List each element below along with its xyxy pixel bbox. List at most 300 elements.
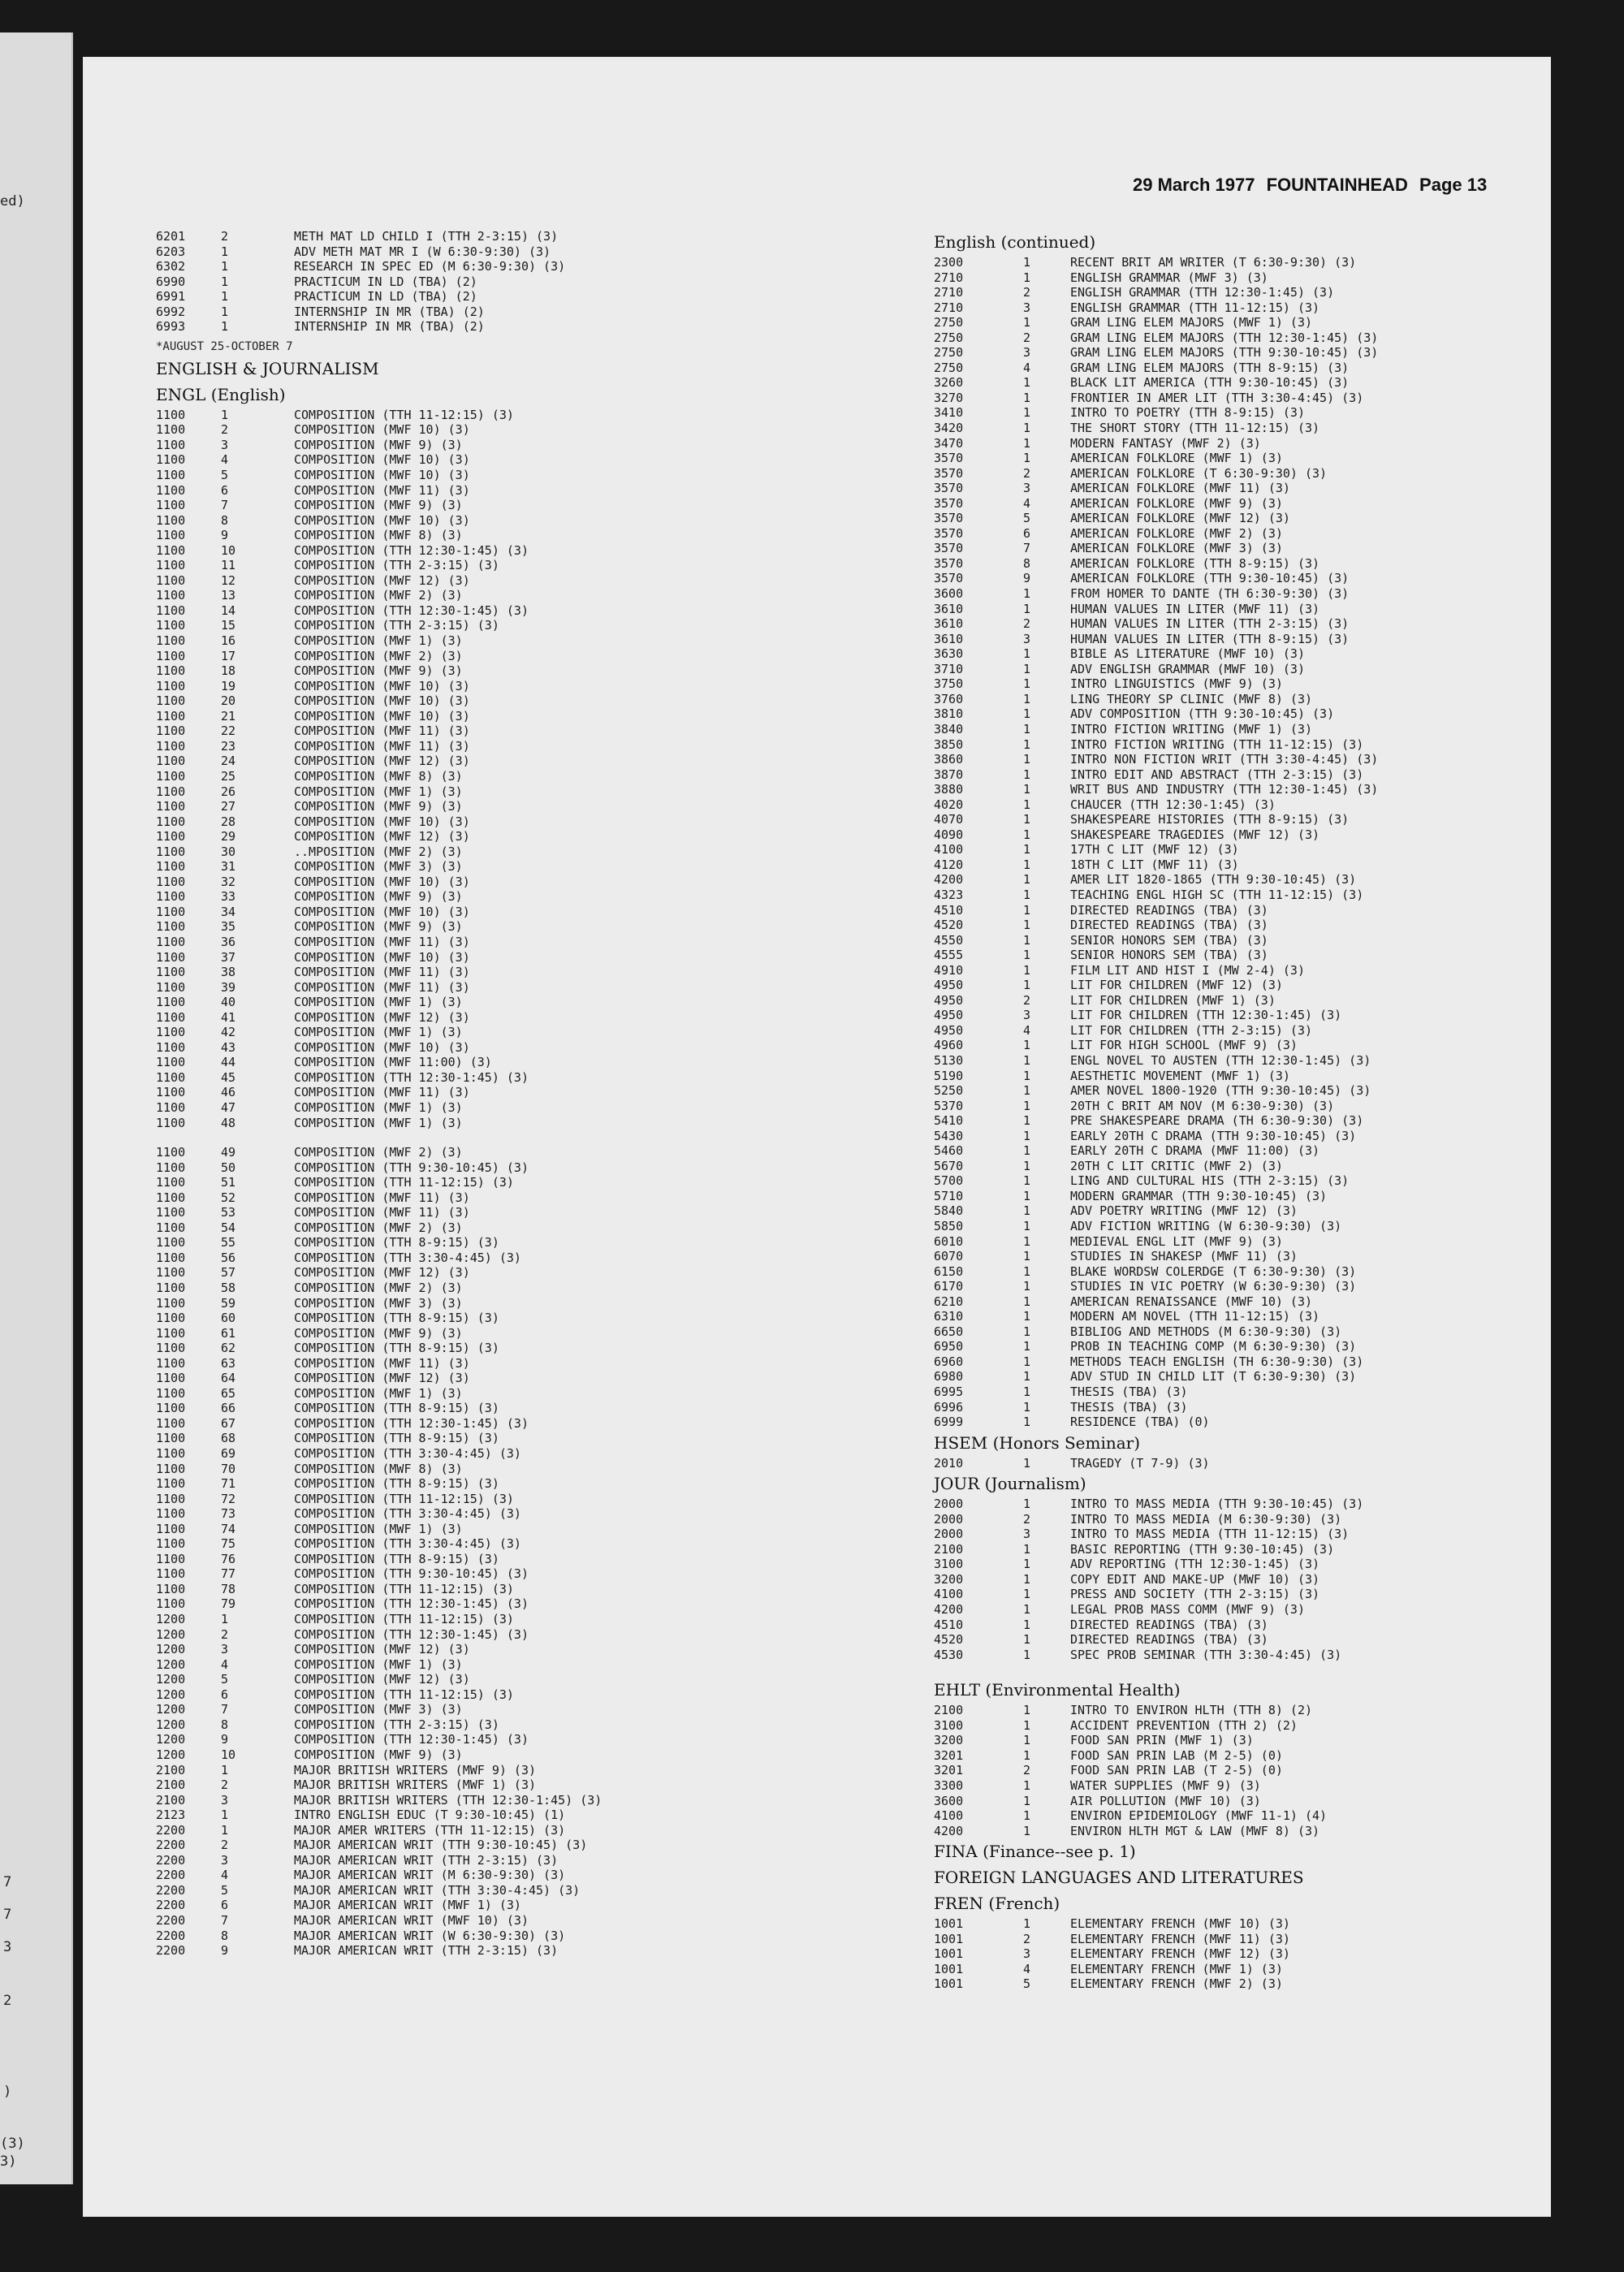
- course-number: 4520: [934, 1632, 964, 1648]
- course-row: [934, 812, 1551, 827]
- course-title: INTERNSHIP IN MR (TBA) (2): [294, 304, 485, 319]
- course-title: COMPOSITION (TTH 2-3:15) (3): [294, 558, 499, 573]
- course-number: 1100: [156, 1431, 186, 1446]
- course-row: [156, 513, 870, 529]
- course-title: MAJOR AMERICAN WRIT (TTH 3:30-4:45) (3): [294, 1882, 581, 1898]
- course-number: 4100: [934, 842, 964, 857]
- course-number: 4070: [934, 812, 964, 827]
- section-number: 9: [221, 1732, 229, 1747]
- margin-fragment: 7: [3, 1874, 12, 1890]
- course-number: 1100: [156, 663, 186, 679]
- course-number: 1100: [156, 1205, 186, 1220]
- course-title: TRAGEDY (T 7-9) (3): [1070, 1455, 1210, 1471]
- left-column: [156, 229, 870, 1959]
- course-number: 1100: [156, 588, 186, 603]
- section-number: 1: [1023, 1068, 1031, 1083]
- section-number: 1: [1023, 646, 1031, 662]
- course-row: [156, 1627, 870, 1643]
- course-title: CHAUCER (TTH 12:30-1:45) (3): [1070, 797, 1276, 812]
- course-row: [156, 1943, 870, 1959]
- course-row: [934, 782, 1551, 797]
- course-title: LEGAL PROB MASS COMM (MWF 9) (3): [1070, 1602, 1305, 1618]
- section-number: 40: [221, 995, 236, 1010]
- course-number: 2750: [934, 345, 964, 361]
- course-row: [934, 1748, 1551, 1764]
- section-number: 2: [221, 229, 229, 244]
- course-row: [934, 1415, 1551, 1430]
- section-number: 3: [221, 1642, 229, 1657]
- section-number: 1: [1023, 1587, 1031, 1602]
- course-row: [156, 919, 870, 935]
- course-row: [156, 1883, 870, 1898]
- margin-fragment: (3): [0, 2136, 25, 2152]
- course-row: [934, 1703, 1551, 1718]
- course-number: 5840: [934, 1203, 964, 1219]
- course-row: [934, 888, 1551, 903]
- course-row: [156, 1220, 870, 1236]
- course-number: 6980: [934, 1369, 964, 1384]
- section-number: 1: [1023, 451, 1031, 466]
- course-number: 3610: [934, 631, 964, 646]
- section-number: 1: [1023, 1793, 1031, 1808]
- course-row: [934, 1173, 1551, 1189]
- section-number: 44: [221, 1055, 236, 1070]
- section-number: 1: [1023, 1384, 1031, 1400]
- course-number: 3570: [934, 525, 964, 541]
- course-row: [156, 1838, 870, 1853]
- course-number: 5370: [934, 1098, 964, 1113]
- course-row: [156, 1040, 870, 1056]
- course-row: [156, 935, 870, 950]
- course-number: 1100: [156, 633, 186, 649]
- course-number: 2750: [934, 315, 964, 330]
- section-number: 75: [221, 1536, 236, 1552]
- course-row: [934, 1069, 1551, 1084]
- section-number: 1: [1023, 1083, 1031, 1099]
- course-number: 1100: [156, 407, 186, 422]
- course-number: 6210: [934, 1294, 964, 1309]
- course-title: GRAM LING ELEM MAJORS (MWF 1) (3): [1070, 315, 1313, 330]
- course-title: COMPOSITION (TTH 11-12:15) (3): [294, 1687, 514, 1702]
- course-number: 1100: [156, 1311, 186, 1326]
- course-title: WATER SUPPLIES (MWF 9) (3): [1070, 1777, 1261, 1793]
- section-number: 7: [221, 1912, 229, 1928]
- course-number: 1100: [156, 1085, 186, 1100]
- section-number: 1: [1023, 390, 1031, 405]
- section-number: 1: [1023, 1173, 1031, 1189]
- section-number: 1: [1023, 721, 1031, 736]
- section-number: 56: [221, 1250, 236, 1265]
- course-row: [156, 1657, 870, 1673]
- course-number: 1100: [156, 874, 186, 889]
- course-title: METH MAT LD CHILD I (TTH 2-3:15) (3): [294, 229, 559, 244]
- course-row: [156, 1010, 870, 1026]
- course-number: 3570: [934, 481, 964, 496]
- section-number: 3: [1023, 1527, 1031, 1542]
- course-number: 1100: [156, 859, 186, 875]
- course-title: COMPOSITION (TTH 3:30-4:45) (3): [294, 1506, 521, 1522]
- section-number: 1: [1023, 1369, 1031, 1384]
- course-number: 2010: [934, 1455, 964, 1471]
- course-title: COMPOSITION (MWF 12) (3): [294, 1371, 470, 1386]
- course-title: COMPOSITION (MWF 2) (3): [294, 1220, 463, 1235]
- course-row: [934, 1456, 1551, 1471]
- section-number: 1: [1023, 1602, 1031, 1618]
- section-number: 17: [221, 648, 236, 663]
- course-row: [156, 1446, 870, 1462]
- course-title: ENGLISH GRAMMAR (TTH 12:30-1:45) (3): [1070, 285, 1335, 300]
- course-row: [934, 903, 1551, 918]
- section-number: 1: [1023, 661, 1031, 676]
- course-number: 2000: [934, 1497, 964, 1512]
- section-number: 1: [221, 274, 229, 289]
- course-row: [156, 1341, 870, 1356]
- course-number: 1100: [156, 1461, 186, 1476]
- course-row: [934, 1527, 1551, 1542]
- course-number: 6302: [156, 259, 186, 274]
- course-title: COMPOSITION (MWF 9) (3): [294, 1325, 463, 1341]
- course-number: 1100: [156, 1115, 186, 1130]
- course-number: 2100: [934, 1541, 964, 1557]
- section-heading: FREN (French): [934, 1894, 1060, 1914]
- course-row: [934, 1143, 1551, 1159]
- section-number: 34: [221, 904, 236, 919]
- section-number: 38: [221, 965, 236, 980]
- section-number: 1: [1023, 827, 1031, 842]
- course-row: [156, 1100, 870, 1116]
- course-number: 1100: [156, 844, 186, 859]
- course-number: 4090: [934, 827, 964, 842]
- course-number: 1100: [156, 1371, 186, 1386]
- course-number: 1100: [156, 979, 186, 995]
- course-number: 1100: [156, 572, 186, 588]
- section-number: 2: [1023, 465, 1031, 481]
- section-number: 4: [221, 1656, 229, 1672]
- course-number: 1100: [156, 678, 186, 693]
- course-number: 3570: [934, 571, 964, 586]
- course-number: 1100: [156, 422, 186, 438]
- section-number: 1: [1023, 1415, 1031, 1430]
- section-number: 42: [221, 1025, 236, 1040]
- course-row: [934, 692, 1551, 707]
- section-number: 66: [221, 1401, 236, 1416]
- section-number: 1: [1023, 1279, 1031, 1294]
- course-title: COMPOSITION (MWF 3) (3): [294, 1702, 463, 1717]
- course-title: COMPOSITION (MWF 2) (3): [294, 648, 463, 663]
- course-row: [156, 452, 870, 468]
- course-title: ELEMENTARY FRENCH (MWF 1) (3): [1070, 1961, 1283, 1976]
- course-title: DIRECTED READINGS (TBA) (3): [1070, 1617, 1268, 1632]
- section-number: 51: [221, 1175, 236, 1190]
- course-title: COMPOSITION (MWF 11) (3): [294, 1085, 470, 1100]
- course-number: 4520: [934, 918, 964, 933]
- section-heading: English (continued): [934, 232, 1096, 252]
- course-number: 1100: [156, 1265, 186, 1281]
- course-number: 1100: [156, 1551, 186, 1566]
- section-number: 9: [221, 528, 229, 543]
- issue-date: 29 March 1977: [1133, 175, 1255, 195]
- page-number: Page 13: [1419, 175, 1488, 195]
- section-number: 62: [221, 1341, 236, 1356]
- course-title: THESIS (TBA) (3): [1070, 1384, 1188, 1400]
- section-number: 20: [221, 693, 236, 709]
- section-number: 48: [221, 1115, 236, 1130]
- section-number: 1: [1023, 1497, 1031, 1512]
- course-number: 2750: [934, 330, 964, 345]
- section-number: 6: [221, 1687, 229, 1702]
- course-title: COMPOSITION (MWF 11) (3): [294, 934, 470, 949]
- course-title: COMPOSITION (MWF 10) (3): [294, 904, 470, 919]
- course-title: INTRO EDIT AND ABSTRACT (TTH 2-3:15) (3): [1070, 767, 1364, 782]
- course-title: COMPOSITION (MWF 1) (3): [294, 633, 463, 649]
- course-title: ENGLISH GRAMMAR (TTH 11-12:15) (3): [1070, 300, 1320, 315]
- course-title: COMPOSITION (MWF 11:00) (3): [294, 1055, 492, 1070]
- course-row: [934, 706, 1551, 722]
- section-number: 72: [221, 1491, 236, 1506]
- course-title: DIRECTED READINGS (TBA) (3): [1070, 918, 1268, 933]
- course-row: [156, 905, 870, 920]
- section-number: 1: [1023, 948, 1031, 963]
- course-row: [156, 319, 870, 335]
- section-number: 8: [221, 1928, 229, 1943]
- course-number: 5130: [934, 1052, 964, 1068]
- course-title: HUMAN VALUES IN LITER (MWF 11) (3): [1070, 601, 1320, 616]
- section-number: 1: [1023, 1203, 1031, 1219]
- course-number: 3200: [934, 1733, 964, 1748]
- course-number: 6960: [934, 1354, 964, 1369]
- section-number: 1: [1023, 1823, 1031, 1838]
- course-number: 2300: [934, 255, 964, 270]
- course-title: COMPOSITION (MWF 12) (3): [294, 1009, 470, 1025]
- course-title: AMERICAN FOLKLORE (MWF 9) (3): [1070, 495, 1283, 511]
- course-row: [156, 528, 870, 543]
- course-number: 1200: [156, 1747, 186, 1762]
- section-number: 1: [1023, 1647, 1031, 1662]
- section-number: 1: [1023, 1188, 1031, 1203]
- section-number: 60: [221, 1311, 236, 1326]
- course-row: [934, 752, 1551, 767]
- spacer: [934, 1662, 1551, 1677]
- section-number: 11: [221, 558, 236, 573]
- course-title: RESIDENCE (TBA) (0): [1070, 1415, 1210, 1430]
- course-row: [934, 1824, 1551, 1839]
- course-title: ENVIRON HLTH MGT & LAW (MWF 8) (3): [1070, 1823, 1320, 1838]
- course-number: 3840: [934, 721, 964, 736]
- course-number: 4120: [934, 857, 964, 872]
- course-title: COMPOSITION (TTH 12:30-1:45) (3): [294, 1732, 529, 1747]
- section-number: 1: [1023, 421, 1031, 436]
- course-row: [156, 229, 870, 244]
- course-row: [156, 1326, 870, 1341]
- section-number: 2: [221, 422, 229, 438]
- course-row: [934, 315, 1551, 330]
- course-row: [934, 1189, 1551, 1204]
- section-number: 1: [1023, 1777, 1031, 1793]
- course-row: [934, 255, 1551, 270]
- section-number: 58: [221, 1281, 236, 1295]
- course-number: 1100: [156, 1415, 186, 1431]
- course-row: [156, 679, 870, 694]
- course-row: [156, 723, 870, 739]
- course-number: 3860: [934, 752, 964, 767]
- course-number: 1100: [156, 1506, 186, 1522]
- course-title: COMPOSITION (MWF 10) (3): [294, 512, 470, 528]
- section-number: 53: [221, 1205, 236, 1220]
- course-number: 1100: [156, 1160, 186, 1175]
- course-title: GRAM LING ELEM MAJORS (TTH 9:30-10:45) (3): [1070, 345, 1379, 361]
- course-title: COMPOSITION (TTH 11-12:15) (3): [294, 1612, 514, 1627]
- course-title: COMPOSITION (MWF 11) (3): [294, 1190, 470, 1205]
- course-row: [156, 649, 870, 664]
- course-number: 1100: [156, 1250, 186, 1265]
- course-row: [156, 1175, 870, 1190]
- course-number: 1100: [156, 1281, 186, 1295]
- course-row: [934, 827, 1551, 843]
- course-row: [156, 1929, 870, 1944]
- course-number: 5410: [934, 1113, 964, 1129]
- section-number: 1: [1023, 962, 1031, 978]
- course-title: MAJOR BRITISH WRITERS (MWF 1) (3): [294, 1777, 537, 1793]
- course-number: 6203: [156, 244, 186, 259]
- course-title: LIT FOR HIGH SCHOOL (MWF 9) (3): [1070, 1038, 1298, 1053]
- course-number: 1100: [156, 723, 186, 739]
- course-number: 4950: [934, 1008, 964, 1023]
- course-row: [934, 767, 1551, 783]
- course-number: 3810: [934, 706, 964, 722]
- course-title: ADV COMPOSITION (TTH 9:30-10:45) (3): [1070, 706, 1335, 722]
- section-number: 2: [1023, 616, 1031, 632]
- course-number: 3600: [934, 1793, 964, 1808]
- course-title: COMPOSITION (MWF 12) (3): [294, 1265, 470, 1281]
- course-number: 1200: [156, 1612, 186, 1627]
- course-row: [156, 244, 870, 260]
- course-title: COMPOSITION (TTH 8-9:15) (3): [294, 1235, 499, 1250]
- section-number: 3: [1023, 1946, 1031, 1962]
- course-number: 3420: [934, 421, 964, 436]
- section-number: 1: [1023, 1916, 1031, 1932]
- course-title: HUMAN VALUES IN LITER (TTH 2-3:15) (3): [1070, 616, 1350, 632]
- course-number: 4510: [934, 1617, 964, 1632]
- section-number: 31: [221, 859, 236, 875]
- section-number: 1: [1023, 1249, 1031, 1264]
- course-title: COMPOSITION (TTH 12:30-1:45) (3): [294, 1415, 529, 1431]
- course-row: [934, 1618, 1551, 1633]
- course-title: TEACHING ENGL HIGH SC (TTH 11-12:15) (3): [1070, 887, 1364, 902]
- course-row: [156, 1777, 870, 1793]
- course-row: [156, 1025, 870, 1040]
- page-header: [1133, 175, 1487, 196]
- section-number: 22: [221, 723, 236, 739]
- course-title: SHAKESPEARE HISTORIES (TTH 8-9:15) (3): [1070, 812, 1350, 827]
- course-title: BLAKE WORDSW COLERDGE (T 6:30-9:30) (3): [1070, 1263, 1357, 1279]
- course-number: 4020: [934, 797, 964, 812]
- section-number: 3: [1023, 481, 1031, 496]
- course-number: 1100: [156, 784, 186, 799]
- course-number: 2200: [156, 1822, 186, 1838]
- course-title: COMPOSITION (MWF 10) (3): [294, 708, 470, 723]
- course-row: [934, 421, 1551, 436]
- course-title: ADV STUD IN CHILD LIT (T 6:30-9:30) (3): [1070, 1369, 1357, 1384]
- course-row: [934, 1038, 1551, 1053]
- course-number: 1100: [156, 512, 186, 528]
- section-number: 1: [1023, 315, 1031, 330]
- course-title: COMPOSITION (MWF 9) (3): [294, 663, 463, 679]
- course-number: 4950: [934, 992, 964, 1008]
- schedule-note: *AUGUST 25-OCTOBER 7: [156, 339, 293, 353]
- course-title: PRACTICUM IN LD (TBA) (2): [294, 274, 477, 289]
- course-number: 1100: [156, 738, 186, 754]
- course-title: RECENT BRIT AM WRITER (T 6:30-9:30) (3): [1070, 255, 1357, 270]
- course-row: [934, 1512, 1551, 1527]
- course-row: [934, 1648, 1551, 1663]
- course-number: 2200: [156, 1868, 186, 1883]
- course-number: 6650: [934, 1324, 964, 1339]
- course-number: 1200: [156, 1642, 186, 1657]
- course-row: [156, 1416, 870, 1432]
- course-number: 1100: [156, 708, 186, 723]
- course-number: 2123: [156, 1808, 186, 1823]
- course-number: 1100: [156, 949, 186, 965]
- course-title: AIR POLLUTION (MWF 10) (3): [1070, 1793, 1261, 1808]
- section-number: 2: [221, 1777, 229, 1793]
- course-row: [156, 663, 870, 679]
- course-row: [934, 1053, 1551, 1069]
- course-number: 2200: [156, 1852, 186, 1868]
- section-number: 64: [221, 1371, 236, 1386]
- course-number: 6991: [156, 289, 186, 305]
- course-row: [156, 1070, 870, 1086]
- course-row: [934, 1354, 1551, 1370]
- section-number: 5: [1023, 511, 1031, 526]
- course-number: 6995: [934, 1384, 964, 1400]
- course-title: MEDIEVAL ENGL LIT (MWF 9) (3): [1070, 1233, 1283, 1249]
- course-title: COMPOSITION (MWF 1) (3): [294, 995, 463, 1010]
- course-title: COMPOSITION (TTH 8-9:15) (3): [294, 1311, 499, 1326]
- course-number: 6993: [156, 319, 186, 335]
- section-number: 1: [1023, 1717, 1031, 1733]
- course-number: 1100: [156, 603, 186, 618]
- course-number: 1100: [156, 1341, 186, 1356]
- course-row: [934, 1203, 1551, 1219]
- course-title: BASIC REPORTING (TTH 9:30-10:45) (3): [1070, 1541, 1335, 1557]
- course-row: [156, 603, 870, 619]
- course-row: [156, 1145, 870, 1160]
- course-row: [156, 1566, 870, 1582]
- section-number: 71: [221, 1476, 236, 1492]
- course-number: 3870: [934, 767, 964, 782]
- course-title: COMPOSITION (MWF 1) (3): [294, 1385, 463, 1401]
- course-row: [156, 950, 870, 965]
- course-row: [156, 814, 870, 830]
- section-number: 1: [1023, 918, 1031, 933]
- spacer: [156, 1130, 870, 1145]
- course-row: [156, 408, 870, 423]
- section-number: 2: [1023, 992, 1031, 1008]
- course-title: GRAM LING ELEM MAJORS (TTH 8-9:15) (3): [1070, 360, 1350, 375]
- course-title: MAJOR AMERICAN WRIT (MWF 10) (3): [294, 1912, 529, 1928]
- course-title: COMPOSITION (MWF 3) (3): [294, 1295, 463, 1311]
- section-number: 8: [221, 1717, 229, 1732]
- course-number: 1200: [156, 1656, 186, 1672]
- course-row: [156, 1702, 870, 1717]
- course-number: 6170: [934, 1279, 964, 1294]
- course-row: [156, 498, 870, 513]
- section-number: 3: [221, 437, 229, 452]
- course-row: [934, 526, 1551, 542]
- course-row: [156, 1642, 870, 1657]
- section-number: 1: [1023, 736, 1031, 752]
- course-row: [934, 405, 1551, 421]
